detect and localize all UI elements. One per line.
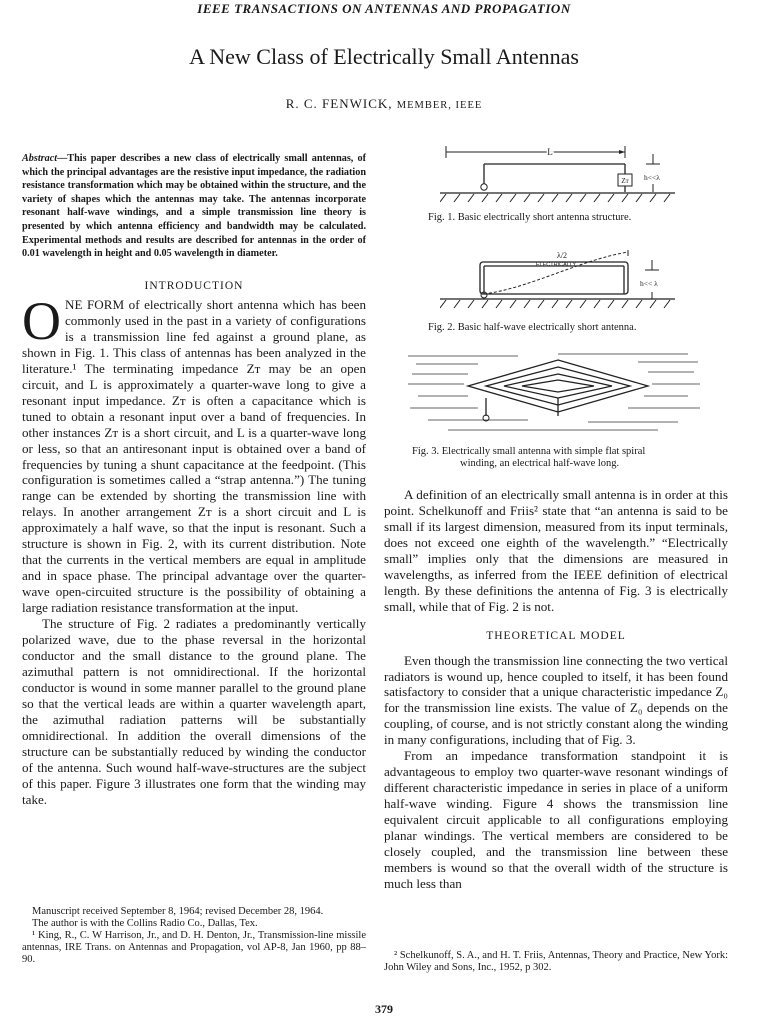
paper-title: A New Class of Electrically Small Antennas	[189, 44, 579, 69]
footnote-author: The author is with the Collins Radio Co., Dallas, Tex.	[32, 918, 258, 929]
drop-cap: O	[22, 291, 61, 351]
author-name: R. C. FENWICK,	[285, 96, 393, 111]
fig2-label-lambda: λ/2	[556, 251, 568, 260]
figure-3-caption-line-2: winding, an electrical half-wave long.	[460, 458, 620, 469]
footnote-2: ² Schelkunoff, S. A., and H. T. Friis, Antennas, Theory and Practice, New York: John Wiley and Sons, Inc., 1952, p 302.	[384, 950, 728, 973]
figure-3-caption	[412, 446, 712, 470]
footnote-manuscript: Manuscript received September 8, 1964; revised December 28, 1964.	[32, 906, 324, 917]
author-line	[0, 96, 768, 112]
abstract	[22, 152, 366, 261]
left-column-body	[22, 291, 366, 808]
right-column-body	[384, 487, 728, 892]
theory-paragraph-1: Even though the transmission line connecting the two vertical radiators is wound up, hence coupled to itself, it has been found satisfactory to consider that a unique characteristic impedance Z₀ for the transmission line exists. The value of Z₀ depends on the coupling, of course, and is not strictly constant along the winding in many configurations, including that of Fig. 3.	[384, 652, 728, 748]
intro-paragraph-1-text: NE FORM of electrically short antenna which has been commonly used in the past in a variety of configurations is a transmission line fed against a ground plane, as shown in Fig. 1. This class of antennas has been analyzed in the literature.¹ The terminating impedance Zᴛ may be an open circuit, and L is approximately a quarter-wave long to give a resonant input impedance. Zᴛ is often a capacitance which is tuned to obtain a resonant input over a band of frequencies. In other instances Zᴛ is a short circuit, and L is a quarter-wave long or less, so that an antiresonant input is obtained over a band of frequencies by tuning a shunt capacitance at the feedpoint. (This configuration is sometimes called a “strap antenna.”) The tuning range can be extended by shorting the transmission line with relays. In another arrangement Zᴛ is a short circuit and L is approximately a half wave, so that the input is resonant. Such a structure is shown in Fig. 2, with its current distribution. Note that the currents in the vertical members are equal in amplitude and in space phase. The principal advantage over the quarter-wave open-circuited structure is the possibility of obtaining a large radiation resistance transformation at the input.	[22, 297, 366, 616]
author-affiliation: MEMBER, IEEE	[396, 100, 483, 111]
figure-3-diagram	[408, 350, 704, 434]
fig1-label-h: h<<λ	[644, 173, 660, 182]
fig1-label-Z: Zᴛ	[621, 177, 629, 185]
footnote-1: ¹ King, R., C. W Harrison, Jr., and D. H. Denton, Jr., Transmission-line missile antennas, IRE Trans. on Antennas and Propagation, vol AP-8, Jan 1960, pp 88–90.	[22, 930, 366, 965]
right-footnotes	[384, 950, 728, 974]
abstract-label: Abstract	[22, 153, 58, 164]
fig2-label-h: h<< λ	[640, 279, 658, 288]
intro-paragraph-1	[22, 291, 366, 616]
left-footnotes	[22, 906, 366, 966]
fig1-label-L: L	[547, 147, 553, 157]
page-number: 379	[375, 1002, 393, 1016]
intro-heading: INTRODUCTION	[144, 280, 244, 292]
fig2-label-electrically: ELECTRICALLY	[535, 262, 577, 268]
figure-2-diagram	[440, 248, 680, 312]
figure-1-diagram	[440, 142, 680, 204]
intro-paragraph-2: The structure of Fig. 2 radiates a predominantly vertically polarized wave, due to the phase reversal in the horizontal conductor and the small distance to the ground plane. The azimuthal pattern is not omnidirectional. If the horizontal conductor is wound in some manner parallel to the ground plane so that the vertical leads are within a quarter wavelength apart, the azimuthal radiation patterns will be substantially omnidirectional. In addition the overall dimensions of the structure can be substantially reduced by winding the conductor of the antenna. Such wound half-wave-structures are the subject of this paper. Figure 3 illustrates one form that the winding may take.	[22, 616, 366, 807]
theory-paragraph-2: From an impedance transformation standpoint it is advantageous to employ two quarter-wave resonant windings of different characteristic impedance in series in place of a uniform half-wave winding. Figure 4 shows the transmission line equivalent circuit applicable to all configurations employing planar windings. The vertical members are considered to be closely coupled, and the transmission line between these members is wound so that the overall width of the structure is much less than	[384, 748, 728, 891]
theory-heading: THEORETICAL MODEL	[486, 629, 626, 642]
definition-paragraph: A definition of an electrically small antenna is in order at this point. Schelkunoff and Friis² state that “an antenna is said to be small if its largest dimension, measured from its input terminals, does not exceed one eighth of the wavelength.” “Electrically small” implies only that the dimensions are measured in wavelengths, as inferred from the IEEE definition of electrical length. By these definitions the antenna of Fig. 3 is electrically small, while that of Fig. 2 is not.	[384, 487, 728, 614]
journal-header: IEEE TRANSACTIONS ON ANTENNAS AND PROPAGATION	[197, 1, 571, 16]
abstract-text: —This paper describes a new class of electrically small antennas, of which the principal advantages are the resistive input impedance, the radiation resistance transformation which may be obtained within the structure, and the variety of shapes which the antennas may take. The antennas incorporate resonant half-wave windings, and a simple transmission line theory is presented by which antenna efficiency and bandwidth may be calculated. Experimental methods and results are described for antennas in the order of 0.01 wavelength in height and 0.05 wavelength in diameter.	[22, 153, 366, 260]
figure-3-caption-line-1: Fig. 3. Electrically small antenna with simple flat spiral	[412, 446, 646, 457]
figure-1-caption: Fig. 1. Basic electrically short antenna structure.	[428, 212, 632, 223]
figure-2-caption: Fig. 2. Basic half-wave electrically short antenna.	[428, 322, 637, 333]
